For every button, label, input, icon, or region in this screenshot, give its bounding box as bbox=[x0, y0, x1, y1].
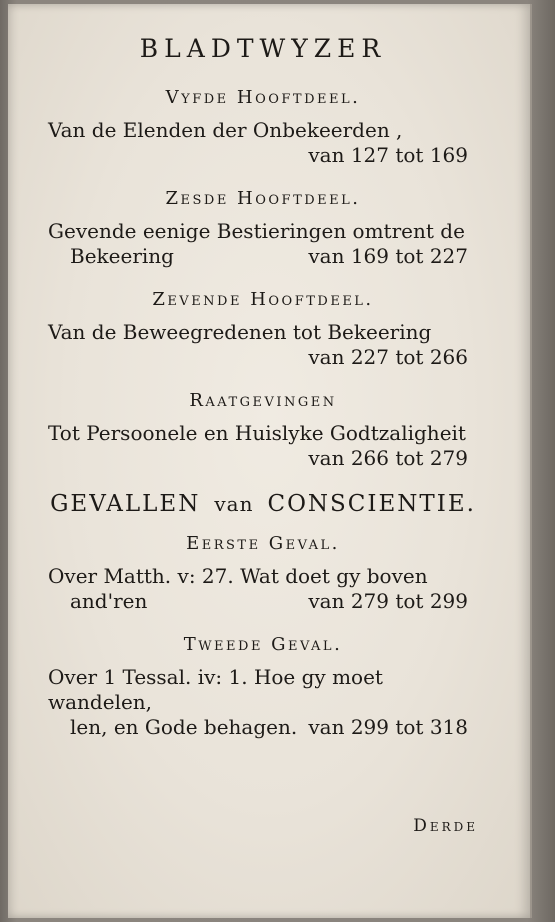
case-entry-tweede bbox=[48, 665, 478, 740]
cases-heading-part2: van bbox=[214, 492, 254, 516]
section-heading-zesde: Zesde Hooftdeel. bbox=[165, 188, 361, 209]
page-range: van 279 tot 299 bbox=[308, 589, 468, 613]
entry-text: Van de Beweegredenen tot Bekeering bbox=[48, 320, 432, 344]
index-entry-raatgevingen bbox=[48, 421, 478, 471]
entry-text-cont: len, en Gode behagen. bbox=[70, 715, 298, 739]
entry-continuation bbox=[48, 589, 478, 614]
entry-text: Tot Persoonele en Huislyke Godtzaligheit bbox=[48, 421, 466, 445]
page-range: van 227 tot 266 bbox=[308, 345, 468, 369]
entry-text: Over Matth. v: 27. Wat doet gy boven bbox=[48, 564, 428, 588]
entry-text-cont: Bekeering bbox=[70, 244, 174, 268]
section-heading-raatgevingen: Raatgevingen bbox=[189, 390, 337, 411]
index-entry-zesde bbox=[48, 219, 478, 269]
index-entry-vyfde bbox=[48, 118, 478, 168]
section-heading-zevende: Zevende Hooftdeel. bbox=[152, 289, 374, 310]
page-title: BLADTWYZER bbox=[139, 34, 387, 63]
entry-text: Over 1 Tessal. iv: 1. Hoe gy moet wandelen, bbox=[48, 665, 383, 714]
book-page bbox=[8, 4, 532, 918]
page-range: van 299 tot 318 bbox=[308, 715, 468, 739]
index-entry-zevende bbox=[48, 320, 478, 370]
index-content bbox=[48, 34, 478, 836]
page-range: van 127 tot 169 bbox=[308, 143, 468, 167]
cases-heading-part3: CONSCIENTIE. bbox=[267, 491, 476, 517]
page-range: van 266 tot 279 bbox=[308, 446, 468, 470]
section-heading-vyfde: Vyfde Hooftdeel. bbox=[165, 87, 361, 108]
entry-text: Van de Elenden der Onbekeerden , bbox=[48, 118, 403, 142]
entry-text: Gevende eenige Bestieringen omtrent de bbox=[48, 219, 465, 243]
entry-text-cont: and'ren bbox=[70, 589, 148, 613]
entry-continuation bbox=[48, 715, 478, 740]
catchword: Derde bbox=[413, 816, 478, 836]
case-heading-tweede: Tweede Geval. bbox=[183, 634, 343, 655]
page-range: van 169 tot 227 bbox=[308, 244, 468, 268]
case-heading-eerste: Eerste Geval. bbox=[186, 533, 340, 554]
case-entry-eerste bbox=[48, 564, 478, 614]
cases-heading-part1: GEVALLEN bbox=[50, 491, 201, 517]
entry-continuation bbox=[48, 244, 478, 269]
cases-heading bbox=[48, 491, 478, 517]
